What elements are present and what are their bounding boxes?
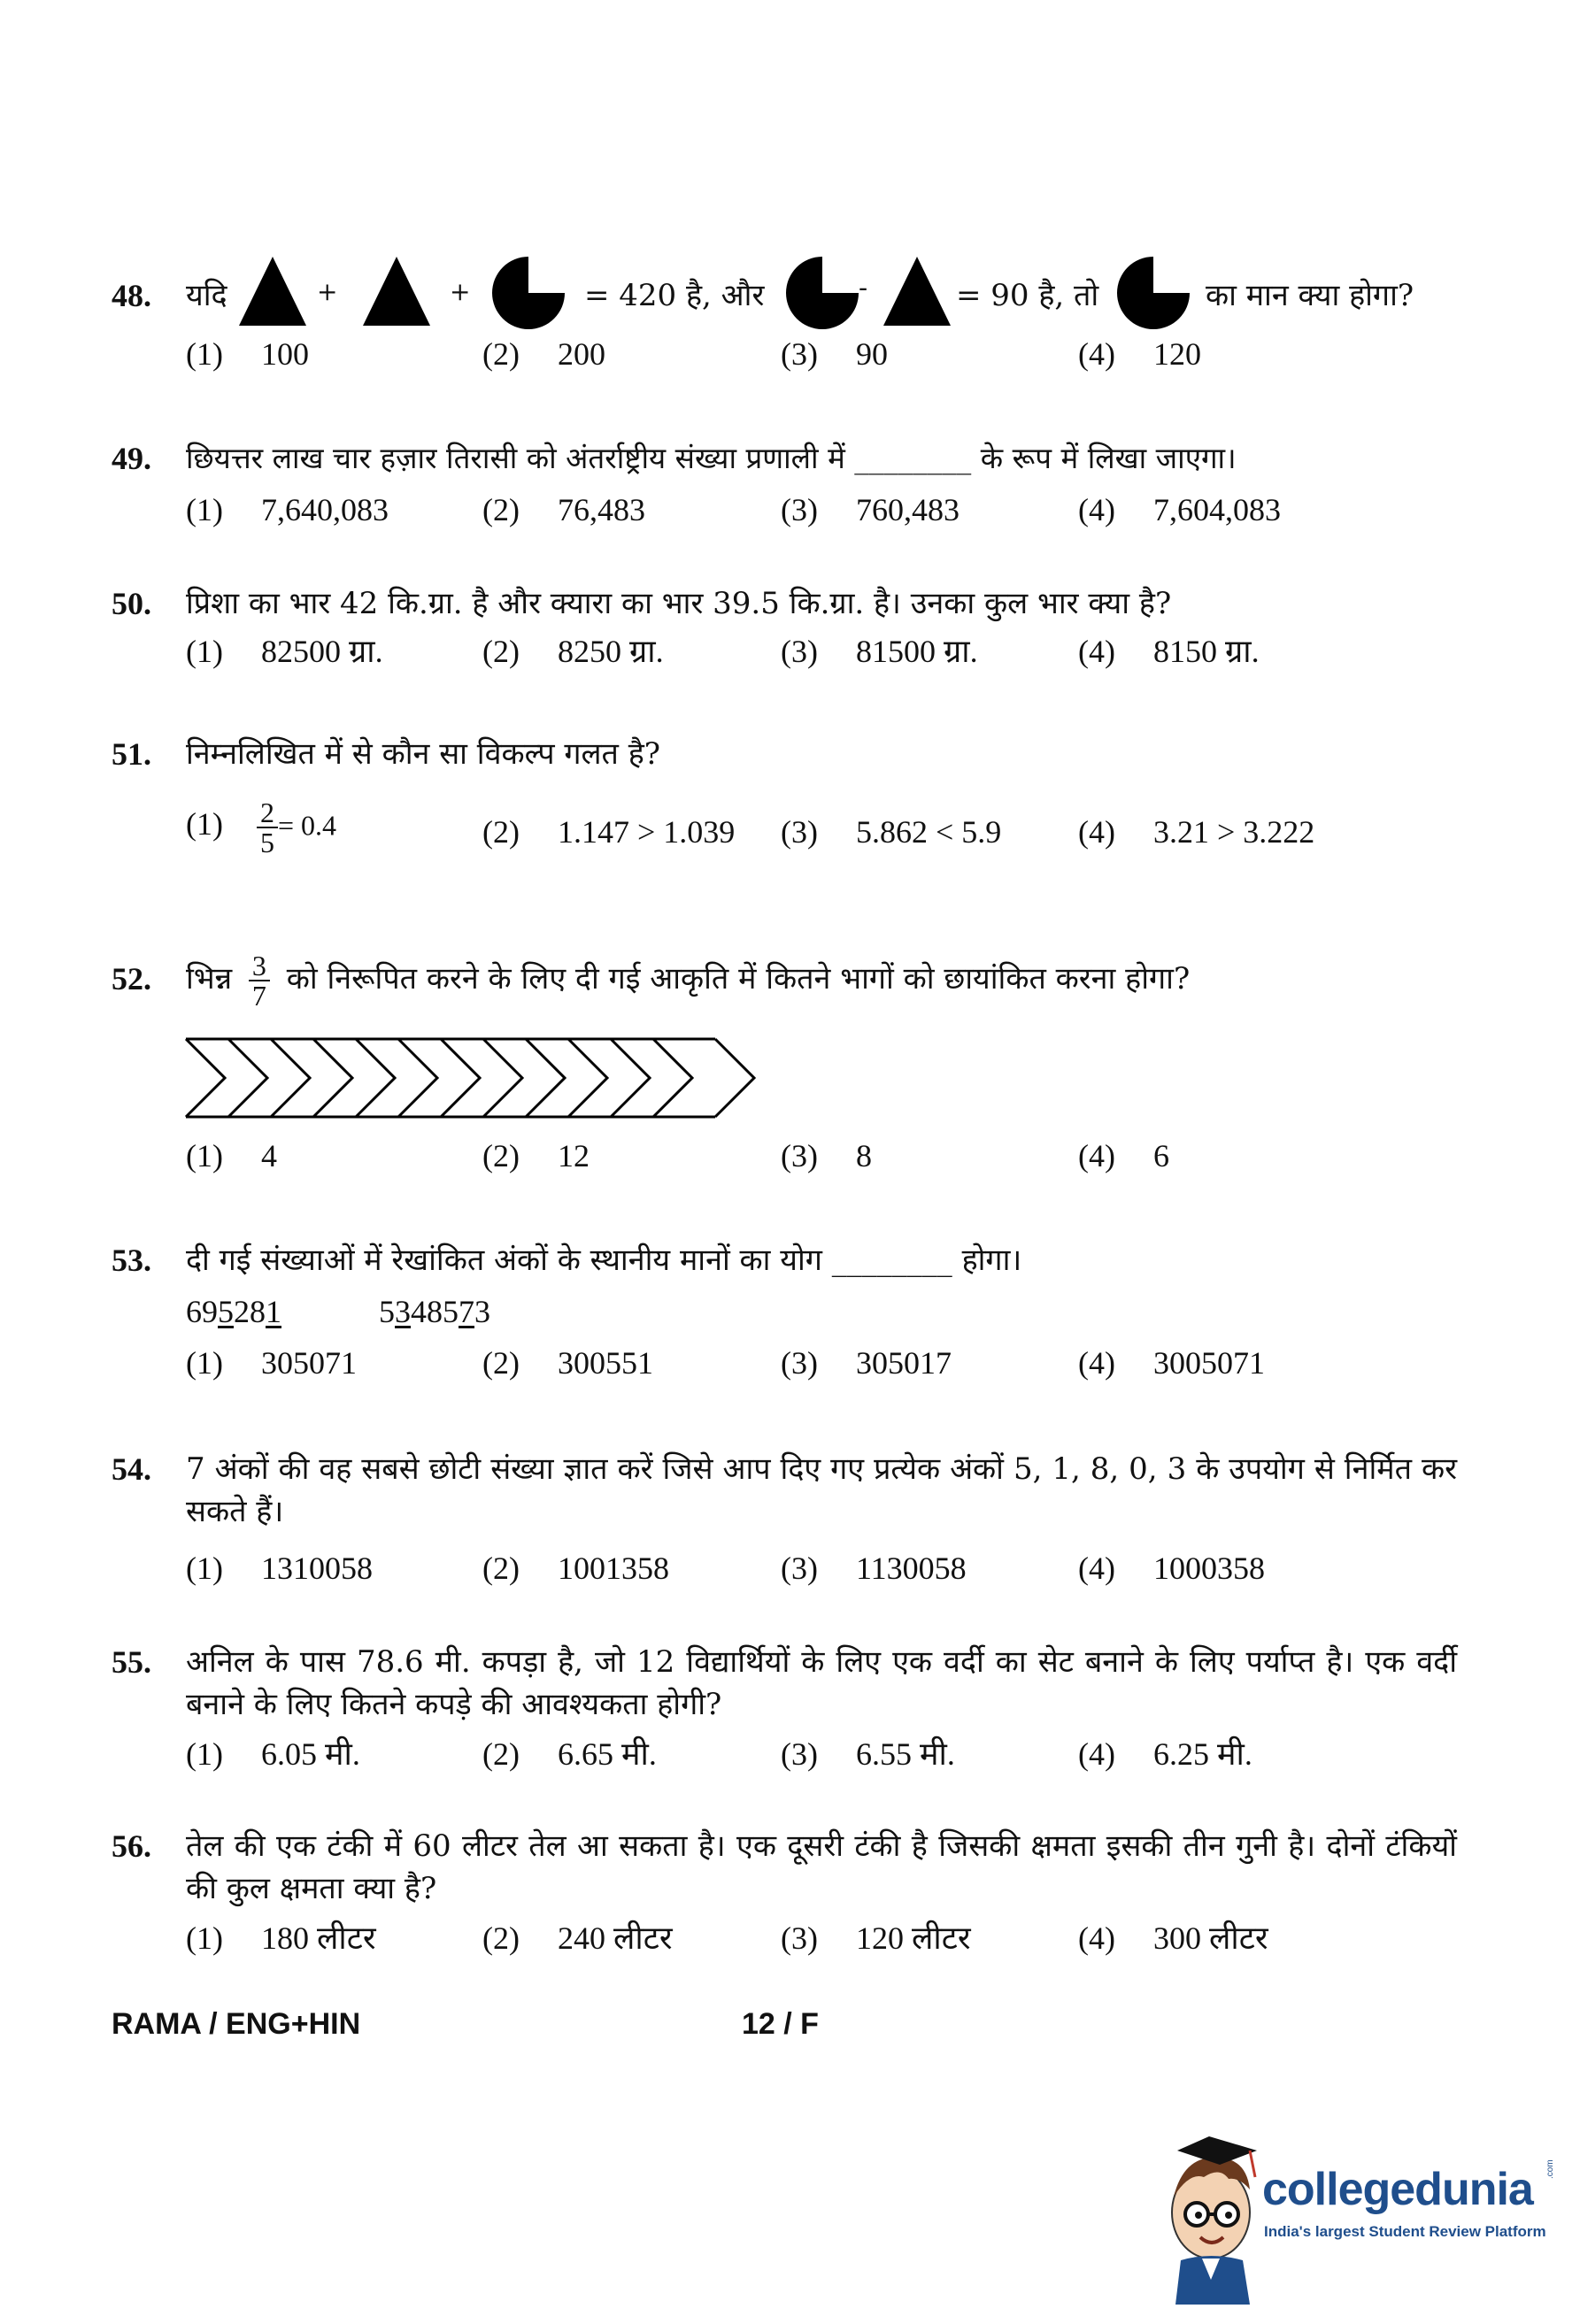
plus-sign: + bbox=[450, 277, 471, 306]
option-2[interactable]: (2) 8250 ग्रा. bbox=[482, 634, 664, 669]
footer-code: RAMA / ENG+HIN bbox=[112, 2007, 361, 2041]
question-text: अनिल के पास 78.6 मी. कपड़ा है, जो 12 विद्यार्थियों के लिए एक वर्दी का सेट बनाने के लिए पर्याप्त है। एक वर्दी बनाने के लिए कितने कपड़े की आवश्यकता होगी? bbox=[186, 1644, 1457, 1722]
option-1[interactable]: (1) 82500 ग्रा. bbox=[186, 634, 383, 669]
question-number: 52. bbox=[112, 961, 151, 997]
option-2[interactable]: (2) 12 bbox=[482, 1138, 590, 1174]
triangle-icon bbox=[239, 257, 306, 326]
question-text: छियत्तर लाख चार हज़ार तिरासी को अंतर्राष्ट्रीय संख्या प्रणाली में ________ के रूप में लिखा जाएगा। bbox=[186, 441, 1237, 475]
option-3[interactable]: (3) 760,483 bbox=[781, 492, 960, 527]
option-4[interactable]: (4) 3005071 bbox=[1078, 1345, 1265, 1381]
option-1[interactable]: (1) 180 लीटर bbox=[186, 1920, 376, 1956]
option-1[interactable]: (1) $\frac{2}{5}$ = 0.4 bbox=[186, 796, 337, 858]
option-4[interactable]: (4) 1000358 bbox=[1078, 1551, 1265, 1586]
question-text: निम्नलिखित में से कौन सा विकल्प गलत है? bbox=[186, 736, 660, 772]
number-1: 695281 bbox=[186, 1294, 281, 1329]
option-3[interactable]: (3) 8 bbox=[781, 1138, 872, 1174]
option-1[interactable]: (1) 100 bbox=[186, 336, 309, 372]
question-number: 56. bbox=[112, 1828, 151, 1864]
option-2[interactable]: (2) 6.65 मी. bbox=[482, 1736, 657, 1772]
equation-text: = 90 है, तो bbox=[956, 278, 1099, 313]
option-2[interactable]: (2) 200 bbox=[482, 336, 605, 372]
plus-sign: + bbox=[317, 277, 338, 306]
question-number: 49. bbox=[112, 441, 151, 476]
option-2[interactable]: (2) 1.147 > 1.039 bbox=[482, 814, 736, 850]
brand-name: collegedunia bbox=[1262, 2164, 1533, 2215]
question-number: 50. bbox=[112, 586, 151, 621]
question-text: भिन्न $\frac{3}{7}$ को निरूपित करने के लिए दी गई आकृति में कितने भागों को छायांकित करना होगा? bbox=[186, 950, 1191, 1012]
option-4[interactable]: (4) 6.25 मी. bbox=[1078, 1736, 1252, 1772]
number-2: 5348573 bbox=[379, 1294, 490, 1329]
option-2[interactable]: (2) 1001358 bbox=[482, 1551, 669, 1586]
question-text: यदि bbox=[186, 278, 227, 313]
mascot-icon bbox=[1158, 2128, 1264, 2305]
option-3[interactable]: (3) 90 bbox=[781, 336, 888, 372]
option-1[interactable]: (1) 305071 bbox=[186, 1345, 357, 1381]
question-text: का मान क्या होगा? bbox=[1206, 278, 1414, 313]
question-text: दी गई संख्याओं में रेखांकित अंकों के स्थानीय मानों का योग ________ होगा। bbox=[186, 1243, 1022, 1278]
option-2[interactable]: (2) 300551 bbox=[482, 1345, 653, 1381]
minus-sign: - bbox=[859, 273, 868, 304]
page-number: 12 / F bbox=[742, 2007, 819, 2041]
triangle-icon bbox=[363, 257, 430, 326]
question-text: 7 अंकों की वह सबसे छोटी संख्या ज्ञात करें जिसे आप दिए गए प्रत्येक अंकों 5, 1, 8, 0, 3 के उपयोग से निर्मित कर सकते हैं। bbox=[186, 1451, 1457, 1529]
pacman-circle-icon bbox=[786, 257, 859, 329]
question-number: 54. bbox=[112, 1451, 151, 1487]
question-number: 55. bbox=[112, 1644, 151, 1680]
option-4[interactable]: (4) 8150 ग्रा. bbox=[1078, 634, 1260, 669]
option-1[interactable]: (1) 4 bbox=[186, 1138, 277, 1174]
option-1[interactable]: (1) 6.05 मी. bbox=[186, 1736, 360, 1772]
fraction: $\frac{3}{7}$ bbox=[249, 951, 270, 1010]
option-1[interactable]: (1) 7,640,083 bbox=[186, 492, 389, 527]
question-number: 51. bbox=[112, 736, 151, 772]
question-text: तेल की एक टंकी में 60 लीटर तेल आ सकता है। एक दूसरी टंकी है जिसकी क्षमता इसकी तीन गुनी है। दोनों टंकियों की कुल क्षमता क्या है? bbox=[186, 1828, 1457, 1906]
question-number: 48. bbox=[112, 278, 151, 313]
option-1[interactable]: (1) 1310058 bbox=[186, 1551, 373, 1586]
triangle-icon bbox=[883, 257, 951, 326]
option-3[interactable]: (3) 5.862 < 5.9 bbox=[781, 814, 1002, 850]
option-4[interactable]: (4) 6 bbox=[1078, 1138, 1169, 1174]
option-2[interactable]: (2) 76,483 bbox=[482, 492, 645, 527]
option-3[interactable]: (3) 120 लीटर bbox=[781, 1920, 971, 1956]
option-3[interactable]: (3) 1130058 bbox=[781, 1551, 967, 1586]
option-2[interactable]: (2) 240 लीटर bbox=[482, 1920, 673, 1956]
question-number: 53. bbox=[112, 1243, 151, 1278]
equation-text: = 420 है, और bbox=[584, 278, 765, 313]
chevron-strip-figure bbox=[184, 1037, 759, 1119]
brand-domain: .com bbox=[1545, 2159, 1555, 2179]
option-3[interactable]: (3) 81500 ग्रा. bbox=[781, 634, 978, 669]
question-text: प्रिशा का भार 42 कि.ग्रा. है और क्यारा का भार 39.5 कि.ग्रा. है। उनका कुल भार क्या है? bbox=[186, 586, 1172, 621]
option-4[interactable]: (4) 120 bbox=[1078, 336, 1201, 372]
option-3[interactable]: (3) 6.55 मी. bbox=[781, 1736, 955, 1772]
pacman-circle-icon bbox=[492, 257, 565, 329]
fraction: $\frac{2}{5}$ bbox=[257, 798, 278, 857]
brand-logo[interactable] bbox=[1158, 2128, 1565, 2305]
pacman-circle-icon bbox=[1117, 257, 1190, 329]
option-3[interactable]: (3) 305017 bbox=[781, 1345, 952, 1381]
option-4[interactable]: (4) 300 लीटर bbox=[1078, 1920, 1268, 1956]
option-4[interactable]: (4) 7,604,083 bbox=[1078, 492, 1281, 527]
brand-tagline: India's largest Student Review Platform bbox=[1264, 2223, 1546, 2240]
option-4[interactable]: (4) 3.21 > 3.222 bbox=[1078, 814, 1315, 850]
